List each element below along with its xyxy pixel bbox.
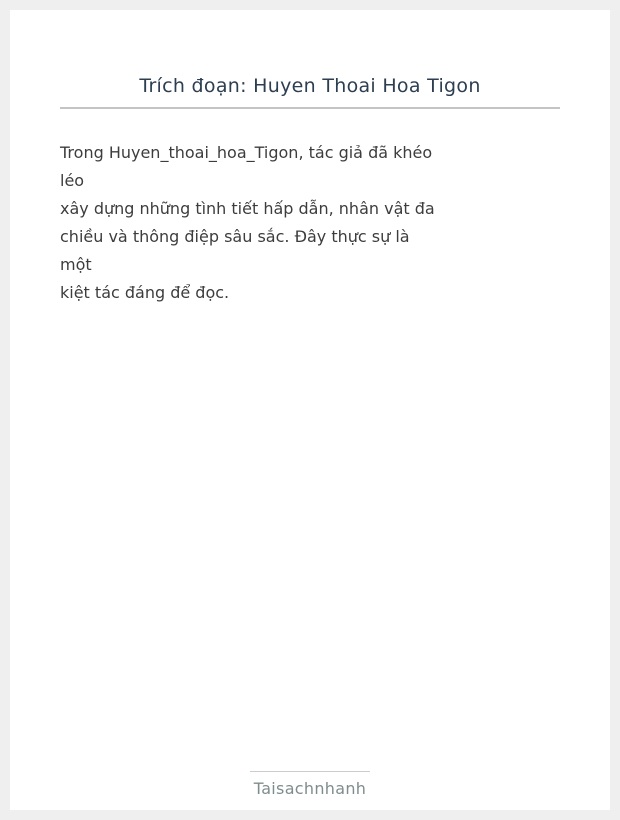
- page-footer: [10, 771, 610, 800]
- page-title: Trích đoạn: Huyen Thoai Hoa Tigon: [139, 75, 481, 97]
- title-divider: [60, 107, 560, 109]
- body-line: Trong Huyen_thoai_hoa_Tigon, tác giả đã khéo: [60, 143, 433, 162]
- excerpt-body: [60, 139, 560, 307]
- body-line: chiều và thông điệp sâu sắc. Đây thực sự là: [60, 227, 410, 246]
- footer-divider: [250, 771, 370, 772]
- body-line: kiệt tác đáng để đọc.: [60, 283, 230, 302]
- document-page: [10, 10, 610, 810]
- body-line: léo: [60, 171, 85, 190]
- body-line: xây dựng những tình tiết hấp dẫn, nhân vật đa: [60, 199, 435, 218]
- footer-brand: Taisachnhanh: [253, 779, 367, 798]
- body-line: một: [60, 255, 92, 274]
